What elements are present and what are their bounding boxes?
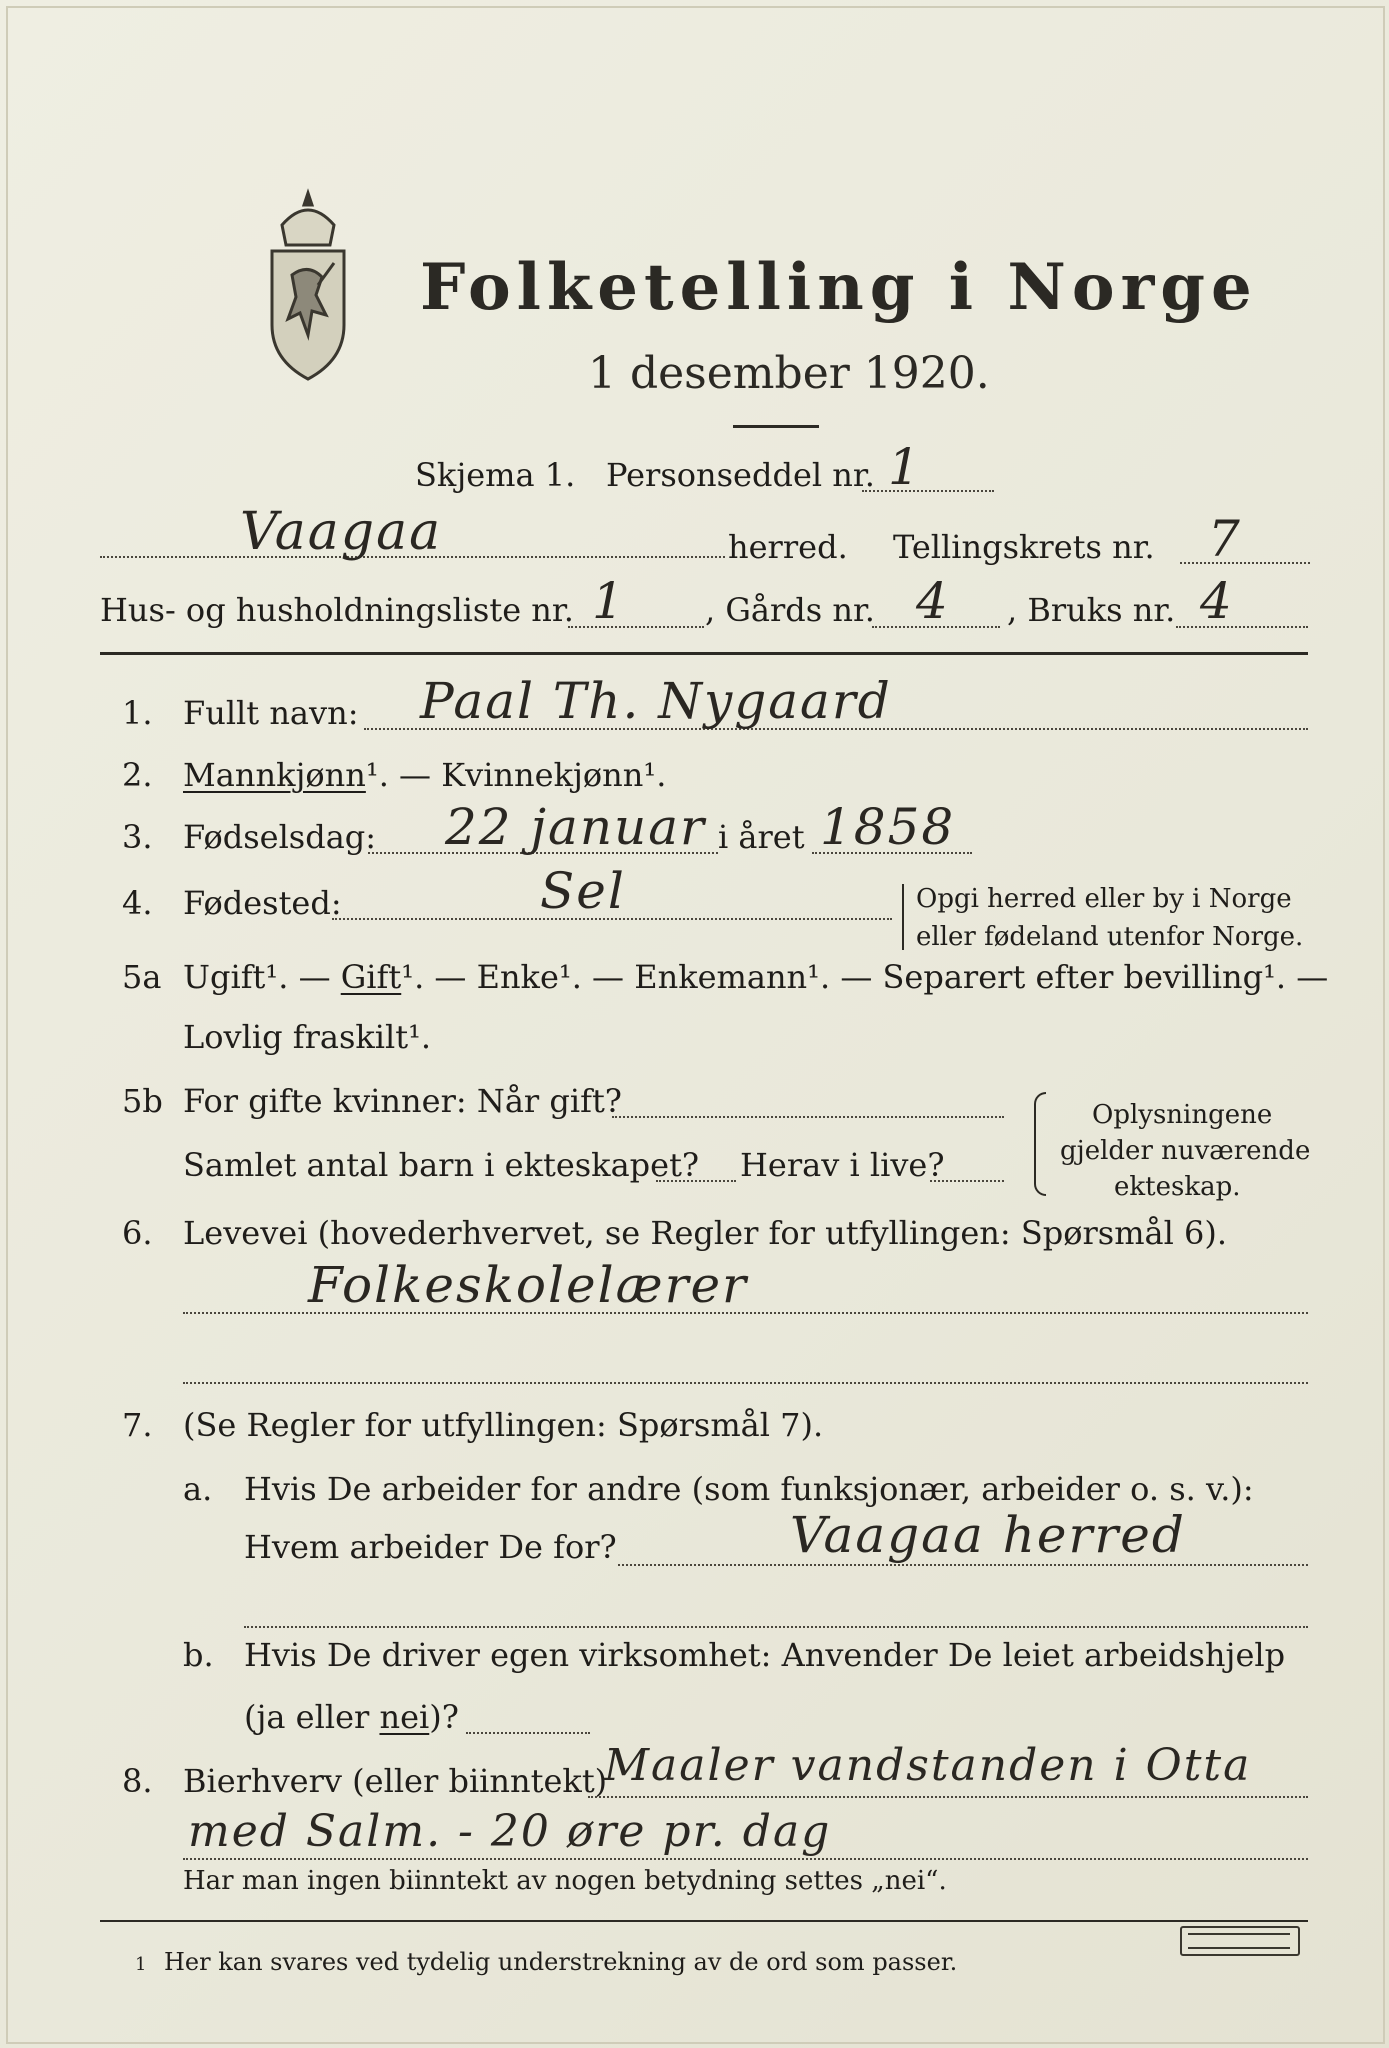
coat-of-arms-icon	[252, 185, 364, 385]
q5b-barn-label: Samlet antal barn i ekteskapet?	[183, 1146, 700, 1184]
q5a-options	[183, 958, 1328, 996]
footnote-text: Her kan svares ved tydelig understrekning av de ord som passer.	[164, 1948, 958, 1976]
skjema-label: Skjema 1.	[415, 456, 576, 494]
q4-note-line1: Opgi herred eller by i Norge	[916, 884, 1292, 914]
q7-number: 7.	[122, 1406, 153, 1444]
q8-value-line2[interactable]: med Salm. - 20 øre pr. dag	[188, 1806, 832, 1857]
q7a-line1	[618, 1564, 1308, 1566]
q5a-gift-option[interactable]: Gift	[340, 958, 402, 996]
printer-stamp-icon	[1180, 1926, 1300, 1956]
husliste-line	[568, 626, 704, 628]
title-divider	[733, 425, 819, 428]
q3-number: 3.	[122, 818, 153, 856]
herred-label: herred.	[728, 528, 848, 566]
q4-value[interactable]: Sel	[540, 862, 626, 920]
q3-day-value[interactable]: 22 januar	[445, 798, 706, 856]
gaards-label: , Gårds nr.	[705, 591, 875, 629]
bruks-label: , Bruks nr.	[1007, 591, 1176, 629]
q7-label: (Se Regler for utfyllingen: Spørsmål 7).	[183, 1406, 824, 1444]
q8-note: Har man ingen biinntekt av nogen betydning settes „nei“.	[183, 1866, 947, 1896]
q7b-answer: (ja eller nei)?	[244, 1698, 459, 1736]
q7a-label: Hvis De arbeider for andre (som funksjonær, arbeider o. s. v.):	[244, 1470, 1254, 1508]
tellingskrets-label: Tellingskrets nr.	[893, 528, 1155, 566]
q5b-note-bracket	[1034, 1092, 1046, 1196]
q7a-value[interactable]: Vaagaa herred	[790, 1506, 1186, 1564]
q4-label: Fødested:	[183, 884, 342, 922]
bruks-line	[1176, 626, 1308, 628]
herred-value[interactable]: Vaagaa	[240, 502, 443, 562]
q5b-note-line3: ekteskap.	[1114, 1172, 1241, 1202]
q7b-line	[466, 1732, 590, 1734]
q2-mann-option[interactable]: Mannkjønn	[183, 756, 366, 794]
q6-value[interactable]: Folkeskolelærer	[308, 1256, 748, 1314]
q5b-naar-line	[612, 1116, 1004, 1118]
q3-year-value[interactable]: 1858	[820, 798, 956, 856]
q2-options: Mannkjønn¹. — Kvinnekjønn¹.	[183, 756, 667, 794]
q7a-number: a.	[183, 1470, 213, 1508]
q8-line2	[183, 1858, 1308, 1860]
q8-line1	[588, 1796, 1308, 1798]
q7b-nei-option[interactable]: nei	[379, 1698, 430, 1736]
form-date: 1 desember 1920.	[588, 348, 990, 399]
q5b-herav-line	[930, 1180, 1004, 1182]
gaards-value[interactable]: 4	[916, 572, 950, 630]
q8-label: Bierhverv (eller biinntekt)	[183, 1762, 608, 1800]
q4-note-bracket	[902, 884, 904, 950]
q5a-number: 5a	[122, 958, 162, 996]
personseddel-value[interactable]: 1	[888, 438, 922, 496]
q7a-hvem-label: Hvem arbeider De for?	[244, 1528, 617, 1566]
q6-line2	[183, 1382, 1308, 1384]
q6-label: Levevei (hovederhvervet, se Regler for utfyllingen: Spørsmål 6).	[183, 1214, 1228, 1252]
q4-number: 4.	[122, 884, 153, 922]
footer-rule	[100, 1920, 1308, 1922]
personseddel-label: Personseddel nr.	[606, 456, 875, 494]
q5b-note-line1: Oplysningene	[1092, 1100, 1273, 1130]
q1-number: 1.	[122, 694, 153, 732]
q5b-barn-line	[656, 1180, 736, 1182]
form-title: Folketelling i Norge	[420, 250, 1258, 325]
q5b-herav-label: Herav i live?	[740, 1146, 945, 1184]
q2-kvinne-option[interactable]: Kvinnekjønn	[441, 756, 644, 794]
q1-label: Fullt navn:	[183, 694, 359, 732]
q8-value-line1[interactable]: Maaler vandstanden i Otta	[604, 1740, 1252, 1791]
q1-value[interactable]: Paal Th. Nygaard	[420, 672, 892, 730]
q5a-fraskilt-option[interactable]: Lovlig fraskilt¹.	[183, 1018, 432, 1056]
q7a-line2	[244, 1626, 1308, 1628]
header-rule	[100, 652, 1308, 655]
q5b-note-line2: gjelder nuværende	[1060, 1136, 1311, 1166]
q3-year-label: i året	[718, 818, 805, 856]
q3-label: Fødselsdag:	[183, 818, 377, 856]
q5a-ugift-option[interactable]: Ugift¹. —	[183, 958, 341, 996]
q8-number: 8.	[122, 1762, 153, 1800]
tellingskrets-value[interactable]: 7	[1208, 510, 1242, 568]
q7b-label: Hvis De driver egen virksomhet: Anvender De leiet arbeidshjelp	[244, 1636, 1286, 1674]
q5b-label: For gifte kvinner: Når gift?	[183, 1082, 622, 1120]
husliste-label: Hus- og husholdningsliste nr.	[100, 591, 574, 629]
bruks-value[interactable]: 4	[1200, 572, 1234, 630]
tellingskrets-line	[1180, 562, 1310, 564]
q4-note-line2: eller fødeland utenfor Norge.	[916, 922, 1304, 952]
q5b-number: 5b	[122, 1082, 163, 1120]
q6-number: 6.	[122, 1214, 153, 1252]
q7b-number: b.	[183, 1636, 214, 1674]
q2-number: 2.	[122, 756, 153, 794]
personseddel-line	[862, 490, 994, 492]
footnote-mark: 1	[135, 1954, 147, 1975]
husliste-value[interactable]: 1	[592, 572, 626, 630]
q5a-other-options[interactable]: ¹. — Enke¹. — Enkemann¹. — Separert efter bevilling¹. —	[401, 958, 1329, 996]
